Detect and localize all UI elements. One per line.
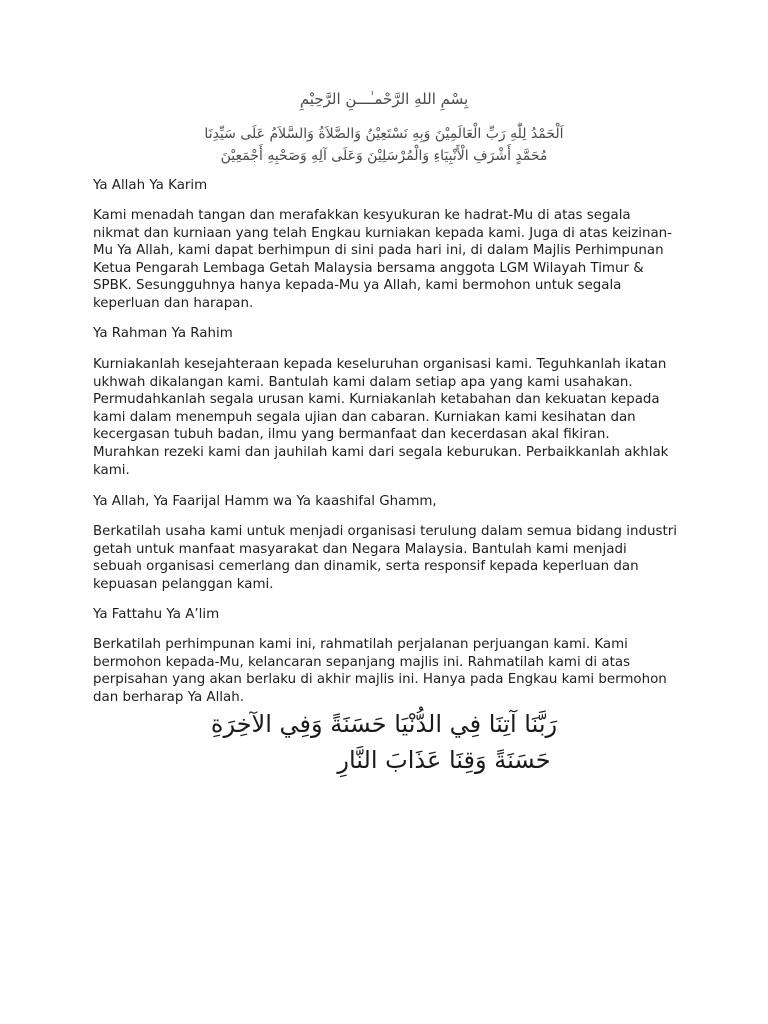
section-title-ya-allah-ya-karim: Ya Allah Ya Karim xyxy=(93,178,208,193)
opening-praise-line-2: مُحَمَّدٍ أَشْرَفِ الْأَنْبِيَاءِ وَالْمُرْسَلِيْنَ وَعَلَى آلِهِ وَصَحْبِهِ أَجْمَعِيْنَ xyxy=(220,148,548,164)
basmala-text: بِسْمِ اللهِ الرَّحْمـٰـــنِ الرَّحِيْمِ xyxy=(299,90,469,108)
section-body-ya-allah-ya-karim: Kami menadah tangan dan merafakkan kesyukuran ke hadrat-Mu di atas segala nikmat dan kurniaan yang telah Engkau kurniakan kepada kami. Juga di atas keizinan-Mu Ya Allah, kami dapat berhimpun di sini pada hari ini, di dalam Majlis Perhimpunan Ketua Pengarah Lembaga Getah Malaysia bersama anggota LGM Wilayah Timur & SPBK. Sesungguhnya hanya kepada-Mu ya Allah, kami bermohon untuk segala keperluan dan harapan. xyxy=(93,208,673,311)
section-body-ya-fattahu-ya-alim: Berkatilah perhimpunan kami ini, rahmatilah perjalanan perjuangan kami. Kami bermohon kepada-Mu, kelancaran sepanjang majlis ini. Rahmatilah kami di atas perpisahan yang akan berlaku di akhir majlis ini. Hanya pada Engkau kami bermohon dan berharap Ya Allah. xyxy=(93,637,667,705)
section-title-ya-rahman-ya-rahim: Ya Rahman Ya Rahim xyxy=(93,326,233,341)
section-body-ya-faarijal-hamm: Berkatilah usaha kami untuk menjadi organisasi terulung dalam semua bidang industri getah untuk manfaat masyarakat dan Negara Malaysia. Bantulah kami menjadi sebuah organisasi cemerlang dan dinamik, serta responsif kepada keperluan dan kepuasan pelanggan kami. xyxy=(93,524,677,592)
closing-doa-line-2: حَسَنَةً وَقِنَا عَذَابَ النَّارِ xyxy=(337,746,551,774)
section-body-ya-rahman-ya-rahim: Kurniakanlah kesejahteraan kepada keseluruhan organisasi kami. Teguhkanlah ikatan ukhwah dikalangan kami. Bantulah kami dalam setiap apa yang kami usahakan. Permudahkanlah segala urusan kami. Kurniakanlah ketabahan dan kekuatan kepada kami dalam menempuh segala ujian dan cabaran. Kurniakan kami kesihatan dan kecergasan tubuh badan, ilmu yang bermanfaat dan kecerdasan akal fikiran. Murahkan rezeki kami dan jauhilah kami dari segala keburukan. Perbaikkanlah akhlak kami. xyxy=(93,357,669,478)
closing-doa-line-1: رَبَّنَا آتِنَا فِي الدُّنْيَا حَسَنَةً وَفِي الآخِرَةِ xyxy=(210,710,558,738)
section-title-ya-faarijal-hamm: Ya Allah, Ya Faarijal Hamm wa Ya kaashifal Ghamm, xyxy=(93,494,437,509)
section-title-ya-fattahu-ya-alim: Ya Fattahu Ya A’lim xyxy=(93,607,220,622)
opening-praise-line-1: اَلْحَمْدُ لِلّٰهِ رَبِّ الْعَالَمِيْنَ وَبِهِ نَسْتَعِيْنُ وَالصَّلاَةُ وَالسَّلاَمُ عَلَى سَيِّدِنَا xyxy=(204,126,564,142)
